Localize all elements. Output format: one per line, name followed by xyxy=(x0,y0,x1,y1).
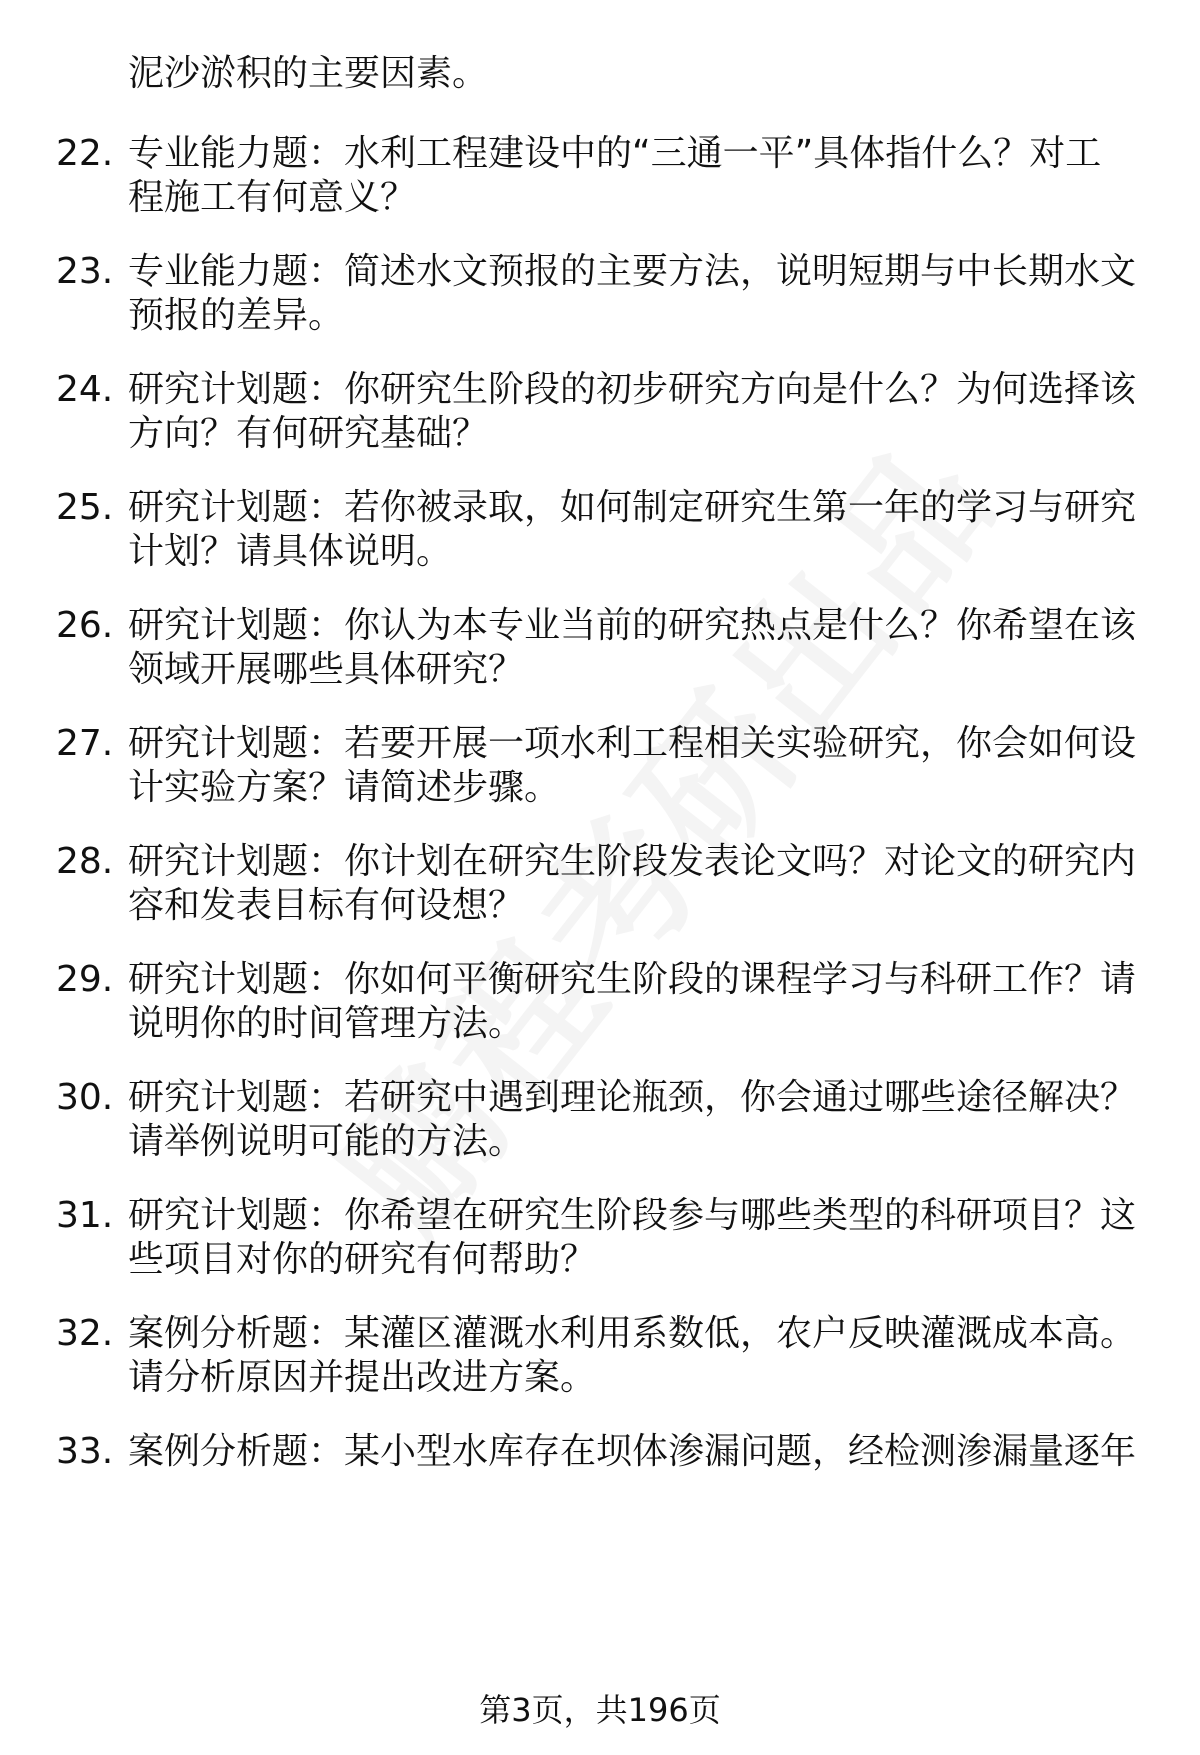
item-text-line1: 专业能力题：水利工程建设中的“三通一平”具体指什么？对工 xyxy=(128,133,1102,174)
item-text-line1: 案例分析题：某小型水库存在坝体渗漏问题，经检测渗漏量逐年 xyxy=(128,1431,1137,1472)
item-text-line1: 研究计划题：你认为本专业当前的研究热点是什么？你希望在该 xyxy=(128,605,1137,646)
page-footer: 第3页，共196页 xyxy=(479,1691,721,1729)
item-number: 22. xyxy=(56,133,114,174)
item-text-line2: 方向？有何研究基础？ xyxy=(128,413,489,454)
item-number: 26. xyxy=(56,605,114,646)
item-number: 27. xyxy=(56,723,114,764)
item-number: 24. xyxy=(56,369,114,410)
item-text-line2: 计实验方案？请简述步骤。 xyxy=(128,767,561,808)
item-number: 30. xyxy=(56,1077,114,1118)
item-text-line1: 研究计划题：你计划在研究生阶段发表论文吗？对论文的研究内 xyxy=(128,841,1137,882)
item-number: 25. xyxy=(56,487,114,528)
item-number: 29. xyxy=(56,959,114,1000)
item-text-line1: 研究计划题：你研究生阶段的初步研究方向是什么？为何选择该 xyxy=(128,369,1137,410)
item-text-line2: 程施工有何意义？ xyxy=(128,177,417,218)
item-text-line1: 案例分析题：某灌区灌溉水利用系数低，农户反映灌溉成本高。 xyxy=(128,1313,1137,1354)
item-number: 32. xyxy=(56,1313,114,1354)
item-number: 33. xyxy=(56,1431,114,1472)
item-text-line2: 说明你的时间管理方法。 xyxy=(128,1003,525,1044)
item-number: 28. xyxy=(56,841,114,882)
item-text-line2: 请分析原因并提出改进方案。 xyxy=(128,1357,597,1398)
item-text-line1: 研究计划题：若要开展一项水利工程相关实验研究，你会如何设 xyxy=(128,723,1137,764)
item-text-line1: 专业能力题：简述水文预报的主要方法，说明短期与中长期水文 xyxy=(128,251,1137,292)
item-text-line2: 预报的差异。 xyxy=(128,295,345,336)
item-number: 23. xyxy=(56,251,114,292)
item-text-line1: 研究计划题：你如何平衡研究生阶段的课程学习与科研工作？请 xyxy=(128,959,1137,1000)
item-text-line2: 领域开展哪些具体研究？ xyxy=(128,649,525,690)
item-text-line2: 些项目对你的研究有何帮助？ xyxy=(128,1239,597,1280)
item-text-line1: 研究计划题：若研究中遇到理论瓶颈，你会通过哪些途径解决？ xyxy=(128,1077,1137,1118)
item-text-line1: 研究计划题：若你被录取，如何制定研究生第一年的学习与研究 xyxy=(128,487,1137,528)
item-text-line2: 计划？请具体说明。 xyxy=(128,531,453,572)
item-text-line2: 容和发表目标有何设想？ xyxy=(128,885,525,926)
continued-line: 泥沙淤积的主要因素。 xyxy=(128,53,489,94)
item-text-line1: 研究计划题：你希望在研究生阶段参与哪些类型的科研项目？这 xyxy=(128,1195,1137,1236)
item-text-line2: 请举例说明可能的方法。 xyxy=(128,1121,525,1162)
item-number: 31. xyxy=(56,1195,114,1236)
